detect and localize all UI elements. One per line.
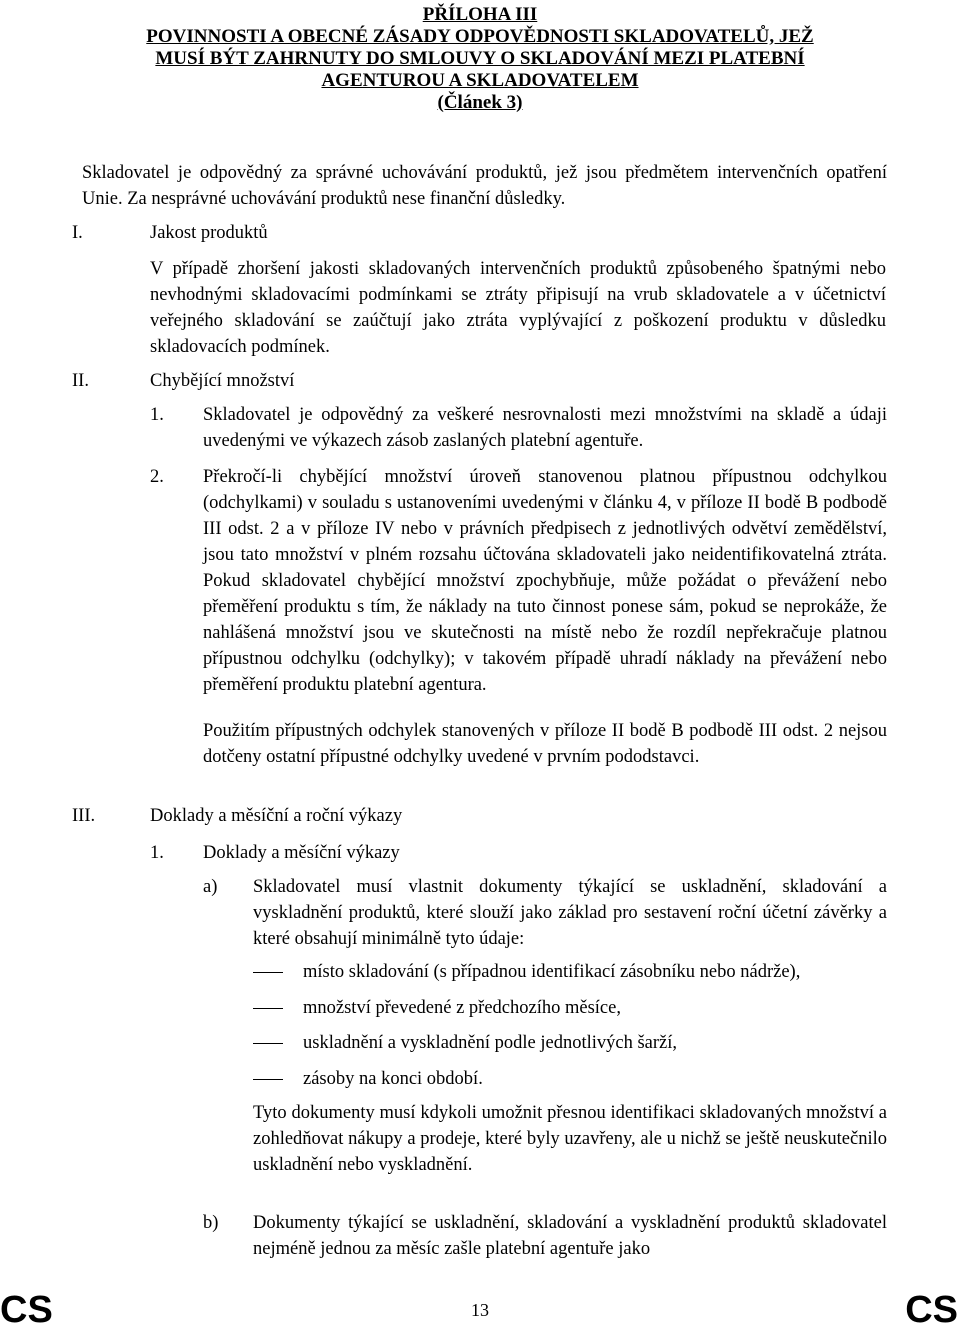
footer-language-code-right: CS	[905, 1289, 958, 1331]
point-a-text: Skladovatel musí vlastnit dokumenty týkající se uskladnění, skladování a vyskladnění produktů, které slouží jako základ pro sestavení roční účetní závěrky a které obsahují minimálně tyto údaje:	[253, 877, 887, 949]
section-2-item-2-paragraph-2: Použitím přípustných odchylek stanovených v příloze II bodě B podbodě III odst. 2 nejsou dotčeny ostatní přípustné odchylky uvedené v prvním pododstavci.	[203, 721, 887, 767]
point-a-label: a)	[203, 877, 218, 897]
section-1-text: V případě zhoršení jakosti skladovaných intervenčních produktů způsobeného špatnými nebo nevhodnými skladovacími podmínkami se ztráty připisují na vrub skladovatele a v účetnictví veřejného skladování se zaúčtují jako ztráta vyplývající z poškození produktu v důsledku skladovacích podmínek.	[150, 259, 886, 357]
section-1-heading: Jakost produktů	[150, 223, 268, 243]
section-2-item-1-number: 1.	[150, 405, 164, 425]
section-2-numeral: II.	[72, 371, 89, 391]
page-number: 13	[471, 1300, 489, 1320]
title-line-3: MUSÍ BÝT ZAHRNUTY DO SMLOUVY O SKLADOVÁNÍ MEZI PLATEBNÍ	[155, 48, 805, 69]
section-2-item-2-number: 2.	[150, 467, 164, 487]
dash-item-end-stock: zásoby na konci období.	[303, 1069, 483, 1089]
dash-marker	[253, 972, 283, 973]
section-3-numeral: III.	[72, 806, 96, 826]
section-3-item-1-heading: Doklady a měsíční výkazy	[203, 843, 400, 863]
title-line-2: POVINNOSTI A OBECNÉ ZÁSADY ODPOVĚDNOSTI SKLADOVATELŮ, JEŽ	[146, 26, 814, 47]
dash-item-storage-place: místo skladování (s případnou identifikací zásobníku nebo nádrže),	[303, 962, 801, 982]
dash-marker	[253, 1008, 283, 1009]
intro-paragraph: Skladovatel je odpovědný za správné uchovávání produktů, jež jsou předmětem intervenčních opatření Unie. Za nesprávné uchovávání produktů nese finanční důsledky.	[82, 163, 887, 209]
section-2-item-2-text: Překročí-li chybějící množství úroveň stanovenou platnou přípustnou odchylkou (odchylkami) v souladu s ustanoveními uvedenými v článku 4, v příloze II bodě B podbodě III odst. 2 a v příloze IV nebo v právních předpisech z jednotlivých odvětví zemědělství, jsou tato množství v plném rozsahu účtována skladovateli jako neidentifikovatelná ztráta. Pokud skladovatel chybějící množství zpochybňuje, může požádat o převážení nebo přeměření produktu s tím, že náklady na tuto činnost ponese sám, pokud se neprokáže, že nahlášená množství jsou ve skutečnosti na místě nebo že rozdíl nepřekračuje platnou přípustnou odchylku (odchylky); v takovém případě uhradí náklady na převážení nebo přeměření produktu platební agentura.	[203, 467, 887, 695]
title-article: (Článek 3)	[437, 92, 523, 113]
section-1-numeral: I.	[72, 223, 83, 243]
footer-language-code-left: CS	[0, 1289, 53, 1331]
section-3-heading: Doklady a měsíční a roční výkazy	[150, 806, 403, 826]
point-a-paragraph-2: Tyto dokumenty musí kdykoli umožnit přesnou identifikaci skladovaných množství a zohledňovat nákupy a prodeje, které byly uzavřeny, ale u nichž se ještě neuskutečnilo uskladnění nebo vyskladnění.	[253, 1103, 887, 1175]
dash-item-entries-exits: uskladnění a vyskladnění podle jednotlivých šarží,	[303, 1033, 678, 1053]
section-2-heading: Chybějící množství	[150, 371, 295, 391]
section-2-item-1-text: Skladovatel je odpovědný za veškeré nesrovnalosti mezi množstvími na skladě a údaji uvedenými ve výkazech zásob zaslaných platební agentuře.	[203, 405, 887, 451]
dash-marker	[253, 1043, 283, 1044]
dash-marker	[253, 1079, 283, 1080]
dash-item-carried-over: množství převedené z předchozího měsíce,	[303, 998, 621, 1018]
section-3-item-1-number: 1.	[150, 843, 164, 863]
document-title	[0, 4, 960, 114]
point-b-label: b)	[203, 1213, 219, 1233]
title-line-4: AGENTUROU A SKLADOVATELEM	[321, 70, 639, 91]
title-annex: PŘÍLOHA III	[422, 4, 538, 25]
point-b-text: Dokumenty týkající se uskladnění, skladování a vyskladnění produktů skladovatel nejméně jednou za měsíc zašle platební agentuře jako	[253, 1213, 887, 1259]
